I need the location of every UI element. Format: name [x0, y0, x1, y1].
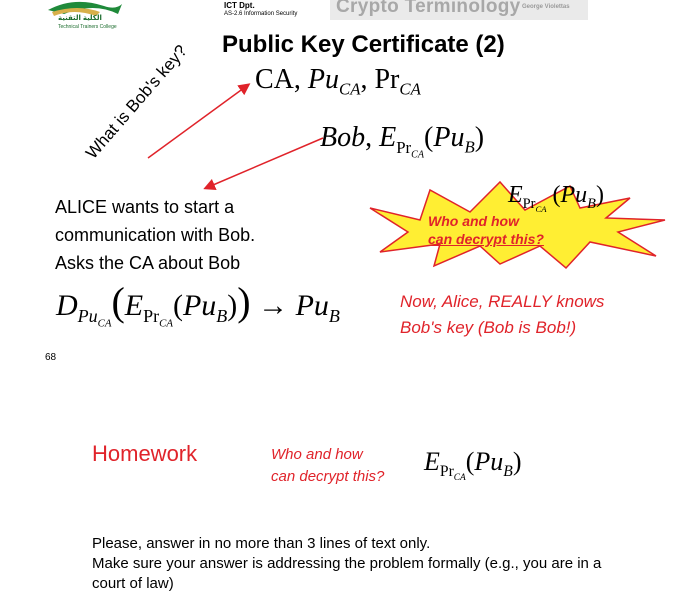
alice-line-1: ALICE wants to start a: [55, 197, 235, 217]
logo-subtitle: Technical Trainers College: [58, 24, 117, 30]
side-question: What is Bob's key?: [82, 41, 191, 163]
homework-title: Homework: [92, 441, 198, 466]
formula-ca: CA, $Pu_{CA}$, $Pr_{CA}$: [255, 64, 421, 99]
formula-decrypt: $D_{Pu_{CA}}(E_{Pr_{CA}}(Pu_B)) \to Pu_B$: [56, 279, 340, 330]
alice-line-3: Asks the CA about Bob: [55, 253, 241, 273]
arrow-to-alice: [206, 138, 323, 188]
alice-text: [55, 193, 255, 277]
instruction-2: Make sure your answer is addressing the problem formally (e.g., you are in a court of law): [92, 555, 602, 592]
arrow-to-ca: [148, 85, 248, 158]
homework-question: [271, 444, 384, 488]
page-number: 68: [45, 352, 57, 363]
now-alice-text: [400, 289, 604, 341]
instruction-1: Please, answer in no more than 3 lines of text only.: [92, 535, 431, 552]
department-label: ICT Dpt.: [224, 1, 255, 10]
banner-author: George Violettas: [522, 4, 570, 10]
now-alice-line-2: Bob's key (Bob is Bob!): [400, 318, 577, 337]
banner-title: Crypto Terminology: [336, 0, 521, 17]
homework-question-line-1: Who and how: [271, 446, 363, 463]
homework-instructions: [92, 534, 632, 594]
homework-question-line-2: can decrypt this?: [271, 468, 385, 485]
slide-title: Public Key Certificate (2): [222, 31, 505, 58]
burst-question-line-2: can decrypt this?: [428, 231, 544, 247]
formula-bob: Bob, $E_{Pr_{CA}}(Pu_B)$: [320, 122, 485, 160]
burst-question-line-1: Who and how: [428, 213, 519, 229]
course-label: AS-2.6 Information Security: [224, 11, 298, 17]
formula-homework: $E_{Pr_{CA}}(Pu_B)$: [424, 447, 522, 484]
formula-burst: $E_{Pr_{CA}}$ $(Pu_B)$: [508, 182, 604, 214]
logo-text: الكلية التقنية: [58, 15, 102, 22]
burst-question: [428, 212, 544, 248]
now-alice-line-1: Now, Alice, REALLY knows: [400, 292, 605, 311]
alice-line-2: communication with Bob.: [55, 225, 256, 245]
